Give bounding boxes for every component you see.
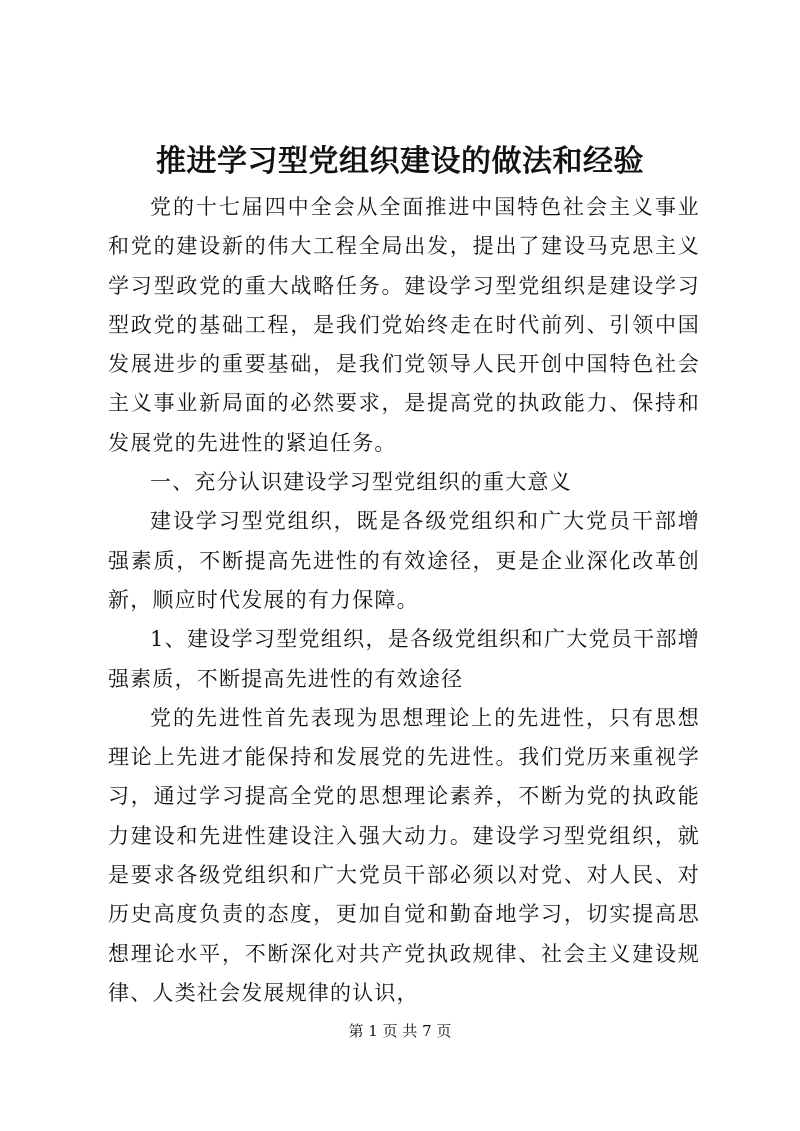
document-title: 推进学习型党组织建设的做法和经验: [156, 144, 644, 179]
page-number-footer: 第 1 页 共 7 页: [348, 1022, 452, 1040]
paragraph-section-1: 建设学习型党组织，既是各级党组织和广大党员干部增强素质，不断提高先进性的有效途径，更是企业深化改革创新，顺应时代发展的有力保障。: [108, 509, 700, 612]
section-heading-1: 一、充分认识建设学习型党组织的重大意义: [150, 470, 572, 495]
document-body: [108, 188, 700, 1013]
paragraph-subsection-1: 党的先进性首先表现为思想理论上的先进性，只有思想理论上先进才能保持和发展党的先进性。我们党历来重视学习，通过学习提高全党的思想理论素养，不断为党的执政能力建设和先进性建设注入强大动力。建设学习型党组织，就是要求各级党组织和广大党员干部必须以对党、对人民、对历史高度负责的态度，更加自觉和勤奋地学习，切实提高思想理论水平，不断深化对共产党执政规律、社会主义建设规律、人类社会发展规律的认识，: [108, 705, 700, 1005]
paragraph-intro: 党的十七届四中全会从全面推进中国特色社会主义事业和党的建设新的伟大工程全局出发，提出了建设马克思主义学习型政党的重大战略任务。建设学习型党组织是建设学习型政党的基础工程，是我们党始终走在时代前列、引领中国发展进步的重要基础，是我们党领导人民开创中国特色社会主义事业新局面的必然要求，是提高党的执政能力、保持和发展党的先进性的紧迫任务。: [108, 195, 700, 455]
subsection-heading-1: 1、建设学习型党组织，是各级党组织和广大党员干部增强素质，不断提高先进性的有效途径: [108, 627, 700, 691]
